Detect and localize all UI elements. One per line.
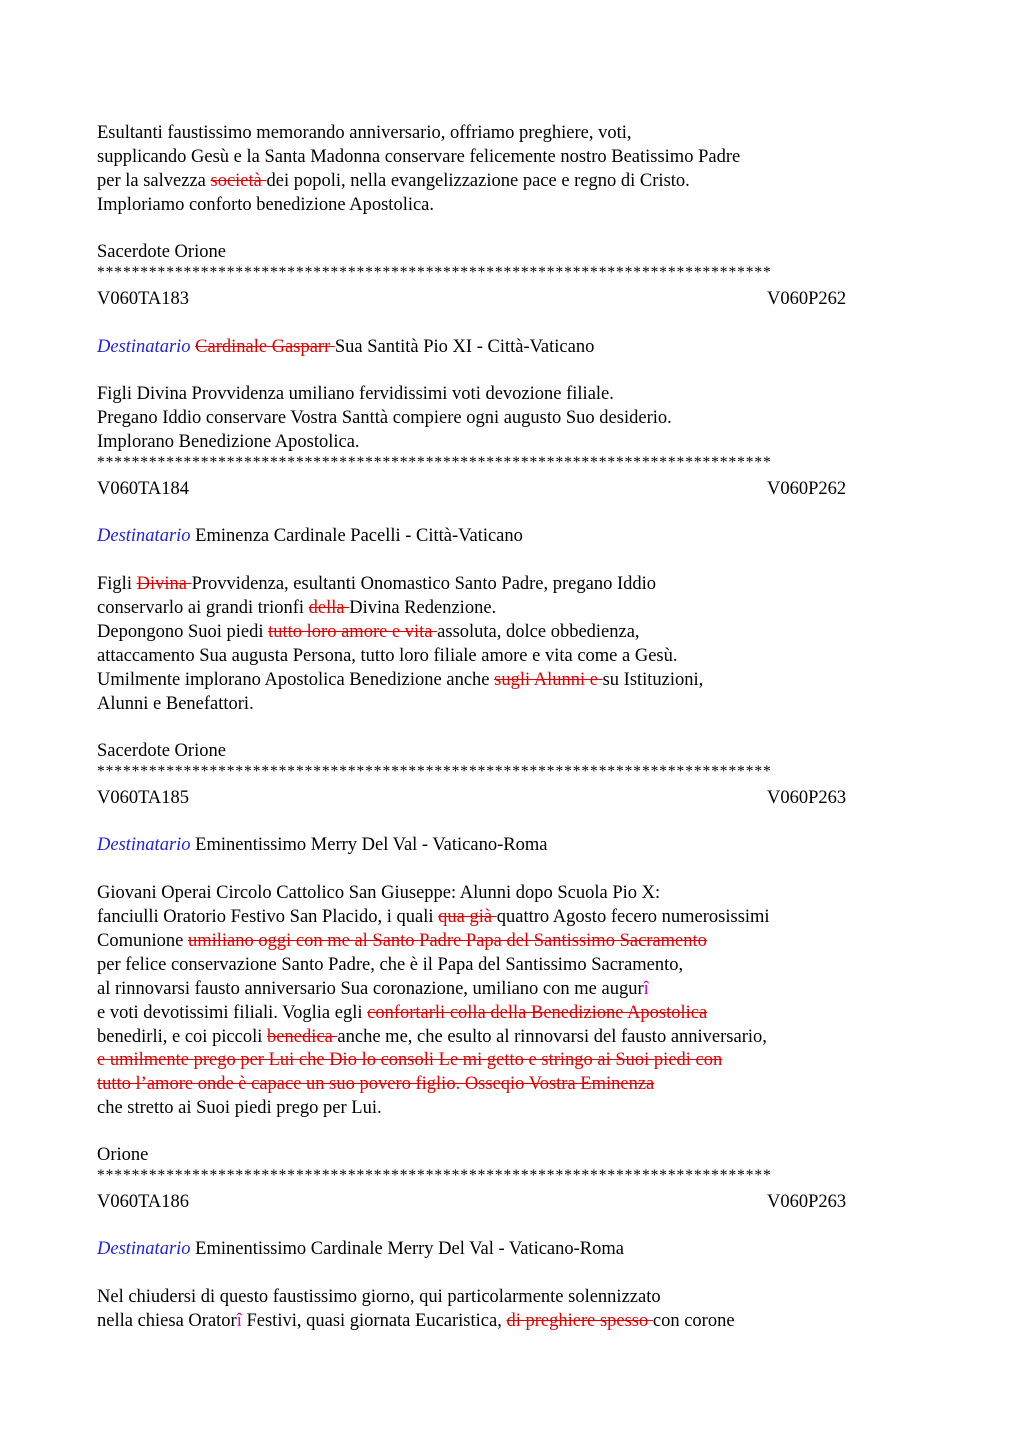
deleted-text: umiliano oggi con me al Santo Padre Papa del Santissimo Sacramento: [187, 931, 707, 951]
recipient-text: Eminenza Cardinale Pacelli - Città-Vaticano: [190, 526, 523, 546]
text-line: Figli Divina Provvidenza umiliano fervidissimi voti devozione filiale.: [97, 384, 614, 404]
text-run: dei popoli, nella evangelizzazione pace e regno di Cristo.: [266, 171, 690, 191]
text-run: Festivi, quasi giornata Eucaristica,: [241, 1311, 507, 1331]
text-line: Alunni e Benefattori.: [97, 694, 254, 714]
text-line: Nel chiudersi di questo faustissimo giorno, qui particolarmente solennizzato: [97, 1287, 661, 1307]
deleted-text: confortarli colla della Benedizione Apostolica: [367, 1003, 708, 1023]
text-line: [97, 1072, 654, 1096]
text-line: [97, 668, 703, 692]
text-line: Pregano Iddio conservare Vostra Santtà compiere ogni augusto Suo desiderio.: [97, 408, 672, 428]
text-run: nella chiesa Orator: [97, 1311, 237, 1331]
text-run: al rinnovarsi fausto anniversario Sua coronazione, umiliano con me augur: [97, 979, 644, 999]
deleted-text: Cardinale Gasparr: [195, 337, 335, 357]
recipient-label: Destinatario: [97, 337, 191, 357]
deleted-text: della: [308, 598, 350, 618]
deleted-text: Divina: [136, 574, 192, 594]
text-line: supplicando Gesù e la Santa Madonna conservare felicemente nostro Beatissimo Padre: [97, 147, 741, 167]
text-line: [97, 572, 656, 596]
inserted-character: î: [643, 979, 649, 999]
separator: ******************************************************************************: [97, 1169, 772, 1183]
deleted-text: tutto loro amore e vita: [268, 622, 438, 642]
text-line: attaccamento Sua augusta Persona, tutto loro filiale amore e vita come a Gesù.: [97, 646, 678, 666]
recipient-line: [97, 833, 547, 857]
deleted-text: benedica: [267, 1027, 338, 1047]
document-code: V060TA185: [97, 788, 190, 808]
recipient-line: [97, 335, 594, 359]
deleted-text: società: [210, 171, 267, 191]
text-line: Esultanti faustissimo memorando anniversario, offriamo preghiere, voti,: [97, 123, 632, 143]
text-line: per felice conservazione Santo Padre, che è il Papa del Santissimo Sacramento,: [97, 955, 684, 975]
deleted-text: e umilmente prego per Lui che Dio lo consoli Le mi getto e stringo ai Suoi piedi con: [97, 1050, 723, 1070]
text-run: conservarlo ai grandi trionfi: [97, 598, 309, 618]
document-code: V060TA184: [97, 479, 190, 499]
text-run: Figli: [97, 574, 137, 594]
text-run: per la salvezza: [97, 171, 211, 191]
recipient-text: Eminentissimo Cardinale Merry Del Val - Vaticano-Roma: [190, 1239, 624, 1259]
text-line: [97, 905, 770, 929]
signature: Orione: [97, 1145, 149, 1165]
deleted-text: qua già: [438, 907, 497, 927]
recipient-label: Destinatario: [97, 526, 191, 546]
document-code: V060TA186: [97, 1192, 190, 1212]
text-run: fanciulli Oratorio Festivo San Placido, i quali: [97, 907, 439, 927]
signature: Sacerdote Orione: [97, 741, 226, 761]
deleted-text: sugli Alunni e: [494, 670, 603, 690]
recipient-label: Destinatario: [97, 1239, 191, 1259]
text-run: Depongono Suoi piedi: [97, 622, 269, 642]
separator: ******************************************************************************: [97, 765, 772, 779]
deleted-text: di preghiere spesso: [506, 1311, 653, 1331]
text-run: Umilmente implorano Apostolica Benedizione anche: [97, 670, 495, 690]
text-line: Implorano Benedizione Apostolica.: [97, 432, 360, 452]
text-line: che stretto ai Suoi piedi prego per Lui.: [97, 1098, 382, 1118]
text-line: [97, 169, 690, 193]
text-run: benedirli, e coi piccoli: [97, 1027, 268, 1047]
text-line: [97, 929, 707, 953]
text-line: Giovani Operai Circolo Cattolico San Giuseppe: Alunni dopo Scuola Pio X:: [97, 883, 661, 903]
text-line: [97, 977, 649, 1001]
text-run: Provvidenza, esultanti Onomastico Santo Padre, pregano Iddio: [191, 574, 657, 594]
page-code: V060P263: [767, 1192, 847, 1212]
recipient-line: [97, 1237, 624, 1261]
recipient-text: Eminentissimo Merry Del Val - Vaticano-Roma: [190, 835, 548, 855]
recipient-text: Sua Santità Pio XI - Città-Vaticano: [334, 337, 595, 357]
text-line: Imploriamo conforto benedizione Apostolica.: [97, 195, 435, 215]
text-run: anche me, che esulto al rinnovarsi del fausto anniversario,: [337, 1027, 767, 1047]
text-line: [97, 620, 640, 644]
page-code: V060P263: [767, 788, 847, 808]
deleted-text: tutto l’amore onde è capace un suo povero figlio. Osseqio Vostra Eminenza: [97, 1074, 655, 1094]
separator: ******************************************************************************: [97, 456, 772, 470]
text-run: Divina Redenzione.: [349, 598, 497, 618]
text-run: e voti devotissimi filiali. Voglia egli: [97, 1003, 368, 1023]
text-line: [97, 1048, 722, 1072]
recipient-line: [97, 524, 523, 548]
page-code: V060P262: [767, 289, 847, 309]
separator: ******************************************************************************: [97, 266, 772, 280]
inserted-character: î: [236, 1311, 242, 1331]
text-run: su Istituzioni,: [602, 670, 704, 690]
page-code: V060P262: [767, 479, 847, 499]
recipient-label: Destinatario: [97, 835, 191, 855]
text-line: [97, 596, 496, 620]
text-line: [97, 1309, 735, 1333]
text-run: con corone: [652, 1311, 735, 1331]
text-line: [97, 1001, 707, 1025]
text-run: quattro Agosto fecero numerosissimi: [496, 907, 770, 927]
document-code: V060TA183: [97, 289, 190, 309]
text-run: assoluta, dolce obbedienza,: [437, 622, 640, 642]
text-run: Comunione: [97, 931, 188, 951]
signature: Sacerdote Orione: [97, 242, 226, 262]
text-line: [97, 1025, 767, 1049]
